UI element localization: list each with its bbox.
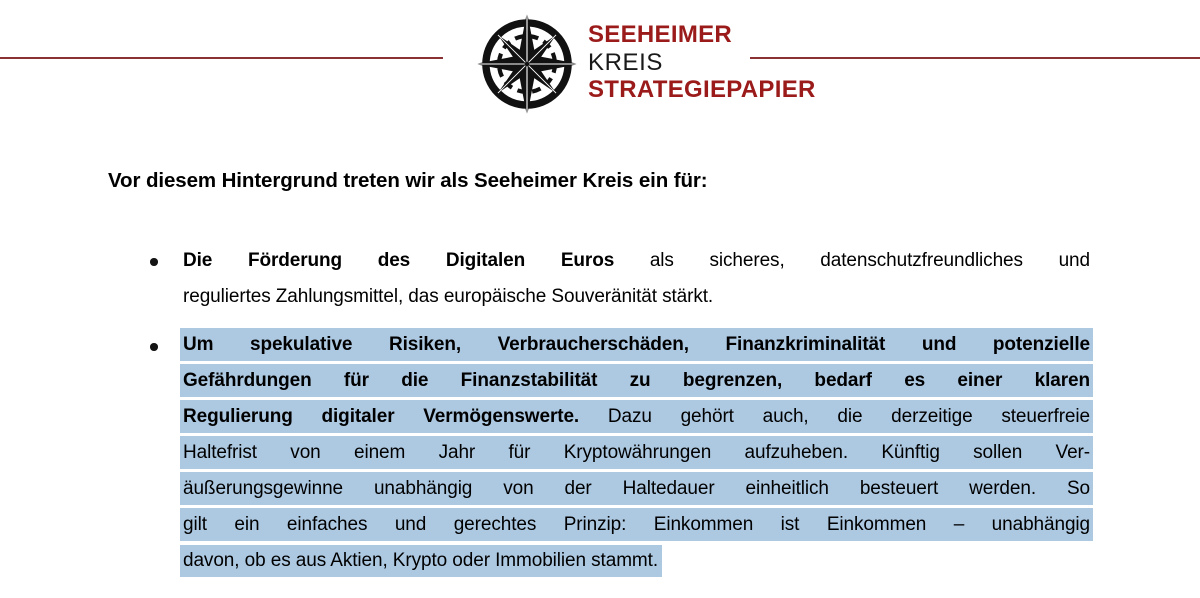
highlighted-text-line <box>180 508 1093 541</box>
text-line <box>183 279 1090 315</box>
highlighted-text-line <box>180 436 1093 469</box>
bullet-item <box>108 243 1098 315</box>
bullet-text <box>183 328 1090 580</box>
selection-highlight <box>180 545 662 577</box>
document-body <box>108 167 1098 593</box>
header-rule-left <box>0 57 443 59</box>
highlighted-text-line <box>180 328 1093 361</box>
logo-wordmark <box>588 21 816 104</box>
bullet-marker-cell <box>108 328 183 580</box>
bullet-marker-cell <box>108 243 183 315</box>
text-segment: Gefährdungen für die Finanzstabilität zu begrenzen, bedarf es einer klaren <box>183 370 1090 391</box>
text-segment: äußerungsgewinne unabhängig von der Haltedauer einheitlich besteuert werden. So <box>183 478 1090 499</box>
logo-line-kreis: KREIS <box>588 48 664 76</box>
text-segment: Regulierung digitaler Vermögenswerte. <box>183 406 580 427</box>
highlighted-text-line <box>180 364 1093 397</box>
bullet-text <box>183 243 1090 315</box>
text-segment: Die Förderung des Digitalen Euros <box>183 250 615 271</box>
bullet-marker-icon <box>150 258 158 266</box>
text-segment: Haltefrist von einem Jahr für Kryptowährungen aufzuheben. Künftig sollen Ver- <box>183 442 1090 463</box>
highlighted-text-line <box>183 544 1090 577</box>
intro-heading: Vor diesem Hintergrund treten wir als Seeheimer Kreis ein für: <box>108 169 708 192</box>
highlighted-text-line <box>180 472 1093 505</box>
compass-rose-icon <box>471 8 583 120</box>
text-segment: reguliertes Zahlungsmittel, das europäische Souveränität stärkt. <box>183 286 714 307</box>
text-segment: davon, ob es aus Aktien, Krypto oder Immobilien stammt. <box>183 550 659 571</box>
bullet-marker-icon <box>150 343 158 351</box>
logo-line-seeheimer: SEEHEIMER <box>588 21 733 48</box>
highlighted-text-line <box>180 400 1093 433</box>
text-segment: Um spekulative Risiken, Verbraucherschäden, Finanzkriminalität und potenzielle <box>183 334 1090 355</box>
text-segment: gilt ein einfaches und gerechtes Prinzip: Einkommen ist Einkommen – unabhängig <box>183 514 1090 535</box>
text-segment: als sicheres, datenschutzfreundliches und <box>614 250 1090 271</box>
bullet-list <box>108 243 1098 580</box>
header-rule-right <box>750 57 1200 59</box>
text-line <box>183 243 1090 279</box>
text-segment: Dazu gehört auch, die derzeitige steuerfreie <box>579 406 1090 427</box>
bullet-item <box>108 328 1098 580</box>
logo-line-strategiepapier: STRATEGIEPAPIER <box>588 76 816 103</box>
